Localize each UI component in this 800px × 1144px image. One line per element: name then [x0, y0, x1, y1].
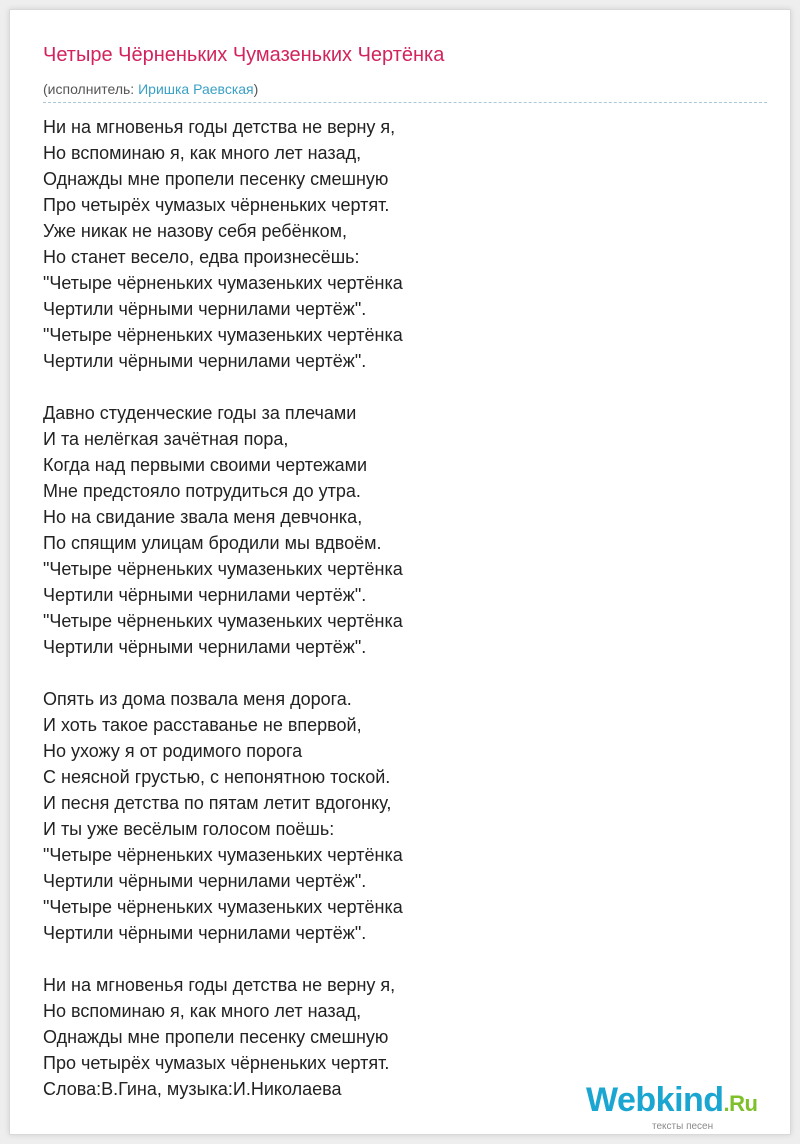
lyric-line: И хоть такое расставанье не впервой,	[43, 715, 362, 735]
lyric-line: И та нелёгкая зачётная пора,	[43, 429, 289, 449]
lyric-line: Давно студенческие годы за плечами	[43, 403, 357, 423]
site-logo[interactable]	[586, 1081, 786, 1131]
lyric-line: И ты уже весёлым голосом поёшь:	[43, 819, 335, 839]
stanza-gap	[43, 946, 403, 972]
lyric-line: Чертили чёрными чернилами чертёж".	[43, 585, 367, 605]
lyric-line: "Четыре чёрненьких чумазеньких чертёнка	[43, 559, 403, 579]
song-title: Четыре Чёрненьких Чумазеньких Чертёнка	[43, 44, 445, 66]
performer-line	[43, 81, 258, 97]
lyric-line: "Четыре чёрненьких чумазеньких чертёнка	[43, 325, 403, 345]
lyric-line: "Четыре чёрненьких чумазеньких чертёнка	[43, 845, 403, 865]
lyric-line: Уже никак не назову себя ребёнком,	[43, 221, 347, 241]
lyric-line: Слова:В.Гина, музыка:И.Николаева	[43, 1079, 342, 1099]
lyric-line: Чертили чёрными чернилами чертёж".	[43, 299, 367, 319]
lyric-line: Про четырёх чумазых чёрненьких чертят.	[43, 195, 390, 215]
lyric-line: Чертили чёрными чернилами чертёж".	[43, 871, 367, 891]
lyric-line: Про четырёх чумазых чёрненьких чертят.	[43, 1053, 390, 1073]
performer-suffix: )	[253, 81, 259, 97]
logo-tagline: тексты песен	[652, 1121, 714, 1132]
lyric-line: Мне предстояло потрудиться до утра.	[43, 481, 361, 501]
lyric-line: Но станет весело, едва произнесёшь:	[43, 247, 360, 267]
lyric-line: Ни на мгновенья годы детства не верну я,	[43, 117, 396, 137]
lyric-line: Когда над первыми своими чертежами	[43, 455, 368, 475]
logo-wordmark	[586, 1081, 758, 1120]
lyric-line: Чертили чёрными чернилами чертёж".	[43, 923, 367, 943]
performer-prefix: (исполнитель:	[43, 81, 139, 97]
lyric-line: Опять из дома позвала меня дорога.	[43, 689, 352, 709]
stanza-gap	[43, 660, 403, 686]
artist-link[interactable]: Иришка Раевская	[138, 81, 254, 97]
lyric-line: Чертили чёрными чернилами чертёж".	[43, 637, 367, 657]
lyric-line: Но вспоминаю я, как много лет назад,	[43, 1001, 362, 1021]
lyric-line: "Четыре чёрненьких чумазеньких чертёнка	[43, 897, 403, 917]
lyric-line: "Четыре чёрненьких чумазеньких чертёнка	[43, 273, 403, 293]
lyric-line: По спящим улицам бродили мы вдвоём.	[43, 533, 382, 553]
logo-tld: .Ru	[723, 1091, 758, 1116]
lyric-line: Ни на мгновенья годы детства не верну я,	[43, 975, 396, 995]
lyric-line: И песня детства по пятам летит вдогонку,	[43, 793, 392, 813]
lyric-line: Но на свидание звала меня девчонка,	[43, 507, 363, 527]
lyric-line: Однажды мне пропели песенку смешную	[43, 1027, 389, 1047]
lyrics-page	[9, 9, 791, 1135]
lyric-line: "Четыре чёрненьких чумазеньких чертёнка	[43, 611, 403, 631]
lyric-line: Но вспоминаю я, как много лет назад,	[43, 143, 362, 163]
lyric-line: С неясной грустью, с непонятною тоской.	[43, 767, 391, 787]
lyric-line: Но ухожу я от родимого порога	[43, 741, 303, 761]
stanza-gap	[43, 374, 403, 400]
logo-name: Webkind	[586, 1081, 724, 1119]
lyric-line: Чертили чёрными чернилами чертёж".	[43, 351, 367, 371]
lyric-line: Однажды мне пропели песенку смешную	[43, 169, 389, 189]
title-divider	[43, 102, 767, 103]
lyrics-text	[43, 114, 403, 1102]
